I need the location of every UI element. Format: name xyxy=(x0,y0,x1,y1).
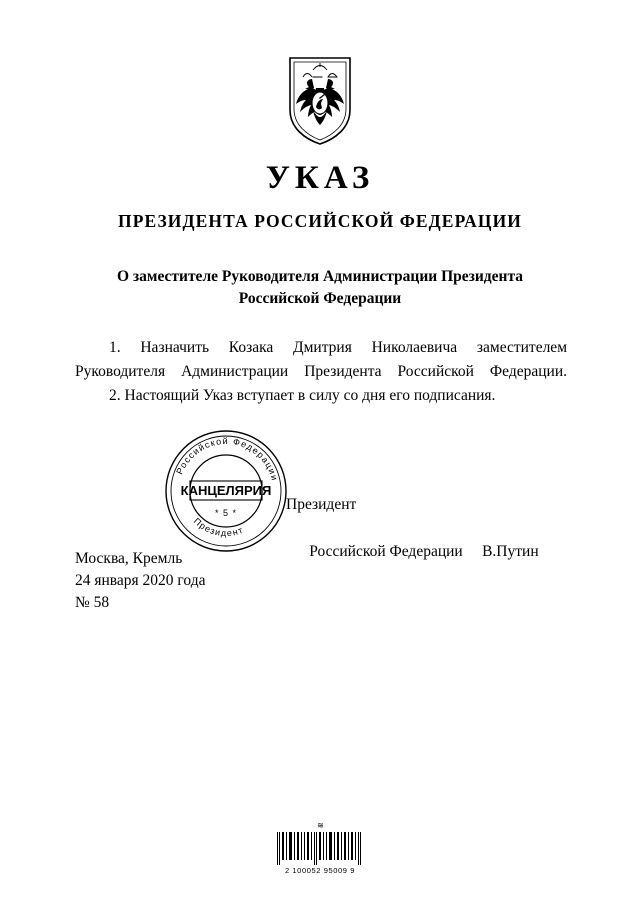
barcode-icon xyxy=(277,832,363,865)
barcode-mark-icon: ≋ xyxy=(317,821,323,830)
signature-role-line-1: Президент xyxy=(286,496,357,513)
russian-coat-of-arms-icon xyxy=(285,55,355,147)
svg-text:Российской Федерации: Российской Федерации xyxy=(174,435,280,483)
paragraph-1: 1. Назначить Козака Дмитрия Николаевича заместителем Руководителя Администрации Президента Российской Федерации. xyxy=(75,339,567,380)
imprint-number: № 58 xyxy=(75,594,110,611)
document-body xyxy=(75,336,567,408)
paragraph-2: 2. Настоящий Указ вступает в силу со дня его подписания. xyxy=(109,387,496,405)
signature-block xyxy=(286,493,539,586)
imprint-place: Москва, Кремль xyxy=(75,550,183,567)
svg-text:Президент: Президент xyxy=(191,515,246,539)
barcode-container xyxy=(0,822,640,875)
signature-role-line-2 xyxy=(286,516,539,586)
signature-name: В.Путин xyxy=(482,542,539,560)
document-subtitle: ПРЕЗИДЕНТА РОССИЙСКОЙ ФЕДЕРАЦИИ xyxy=(117,211,523,231)
imprint-date: 24 января 2020 года xyxy=(75,572,206,589)
barcode-digits: 2 100052 95009 9 xyxy=(284,866,356,875)
official-seal-icon xyxy=(163,428,289,554)
document-heading: О заместителе Руководителя Администрации Президента Российской Федерации xyxy=(116,268,524,307)
svg-text:КАНЦЕЛЯРИЯ: КАНЦЕЛЯРИЯ xyxy=(180,483,272,498)
document-imprint xyxy=(75,548,205,614)
svg-text:* 5 *: * 5 * xyxy=(214,508,238,518)
emblem-container xyxy=(0,55,640,147)
document-title: УКАЗ xyxy=(265,160,375,196)
signature-role-text: Российской Федерации xyxy=(309,542,463,560)
